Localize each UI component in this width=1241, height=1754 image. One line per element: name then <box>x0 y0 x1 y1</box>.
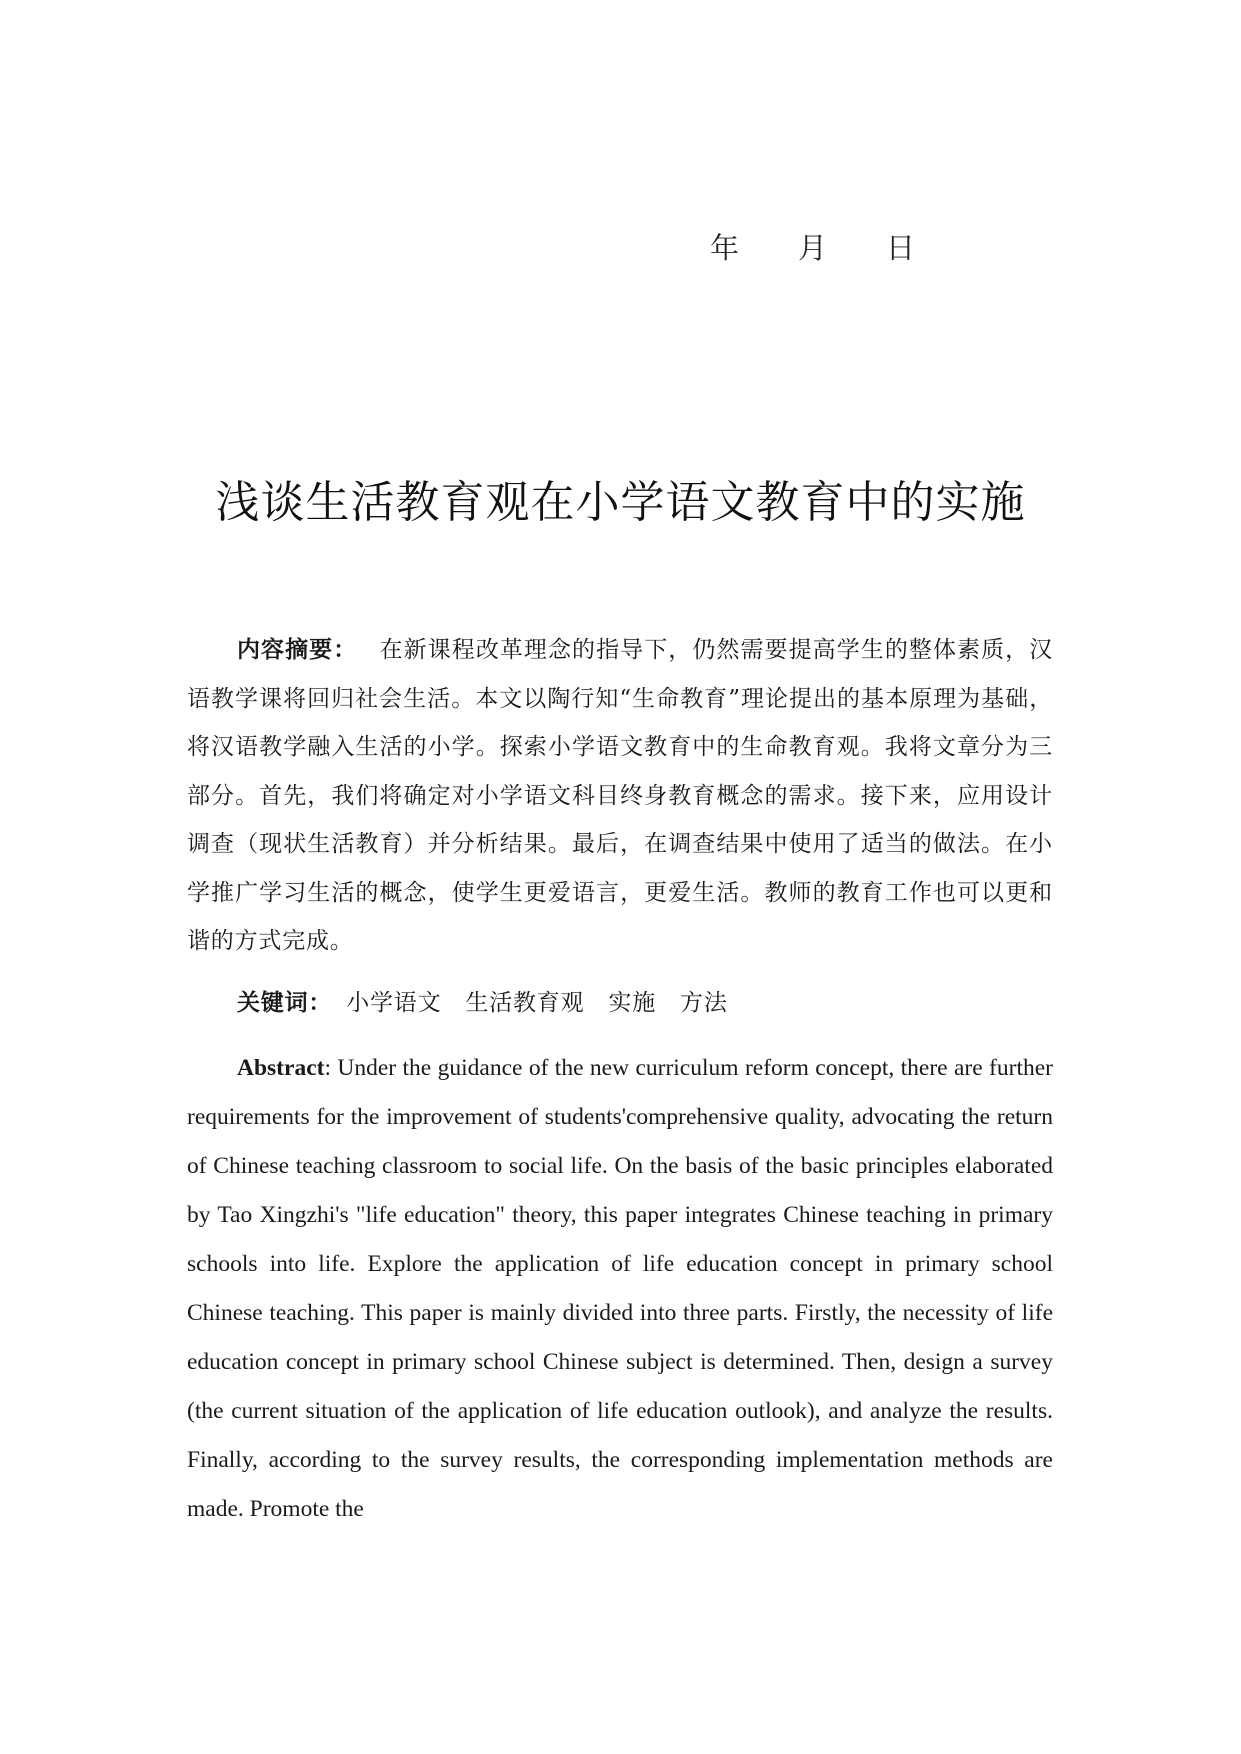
date-year: 年 <box>710 231 740 265</box>
keyword-item: 实施 <box>608 990 657 1016</box>
abstract-english <box>187 1044 1053 1534</box>
keywords-chinese <box>187 979 1053 1027</box>
abstract-en-label: Abstract <box>237 1055 325 1081</box>
keywords-label: 关键词： <box>237 990 333 1016</box>
abstract-cn-label: 内容摘要： <box>237 637 358 663</box>
date-day: 日 <box>886 231 916 265</box>
abstract-chinese <box>187 626 1053 966</box>
keyword-item: 方法 <box>680 990 728 1016</box>
abstract-en-text: : Under the guidance of the new curriculum reform concept, there are further requirements for the improvement of students'comprehensive quality, advocating the return of Chinese teaching classroom to social life. On the basis of the basic principles elaborated by Tao Xingzhi's "life education" theory, this paper integrates Chinese teaching in primary schools into life. Explore the application of life education concept in primary school Chinese teaching. This paper is mainly divided into three parts. Firstly, the necessity of life education concept in primary school Chinese subject is determined. Then, design a survey (the current situation of the application of life education outlook), and analyze the results. Finally, according to the survey results, the corresponding implementation methods are made. Promote the <box>187 1055 1053 1522</box>
keyword-item: 生活教育观 <box>465 990 585 1016</box>
date-month: 月 <box>798 231 828 265</box>
keyword-item: 小学语文 <box>346 990 442 1016</box>
date-line <box>710 226 930 266</box>
page-title: 浅谈生活教育观在小学语文教育中的实施 <box>215 477 1026 528</box>
abstract-cn-text: 在新课程改革理念的指导下，仍然需要提高学生的整体素质，汉语教学课将回归社会生活。本文以陶行知“生命教育”理论提出的基本原理为基础，将汉语教学融入生活的小学。探索小学语文教育中的生命教育观。我将文章分为三部分。首先，我们将确定对小学语文科目终身教育概念的需求。接下来，应用设计调查（现状生活教育）并分析结果。最后，在调查结果中使用了适当的做法。在小学推广学习生活的概念，使学生更爱语言，更爱生活。教师的教育工作也可以更和谐的方式完成。 <box>187 637 1054 954</box>
